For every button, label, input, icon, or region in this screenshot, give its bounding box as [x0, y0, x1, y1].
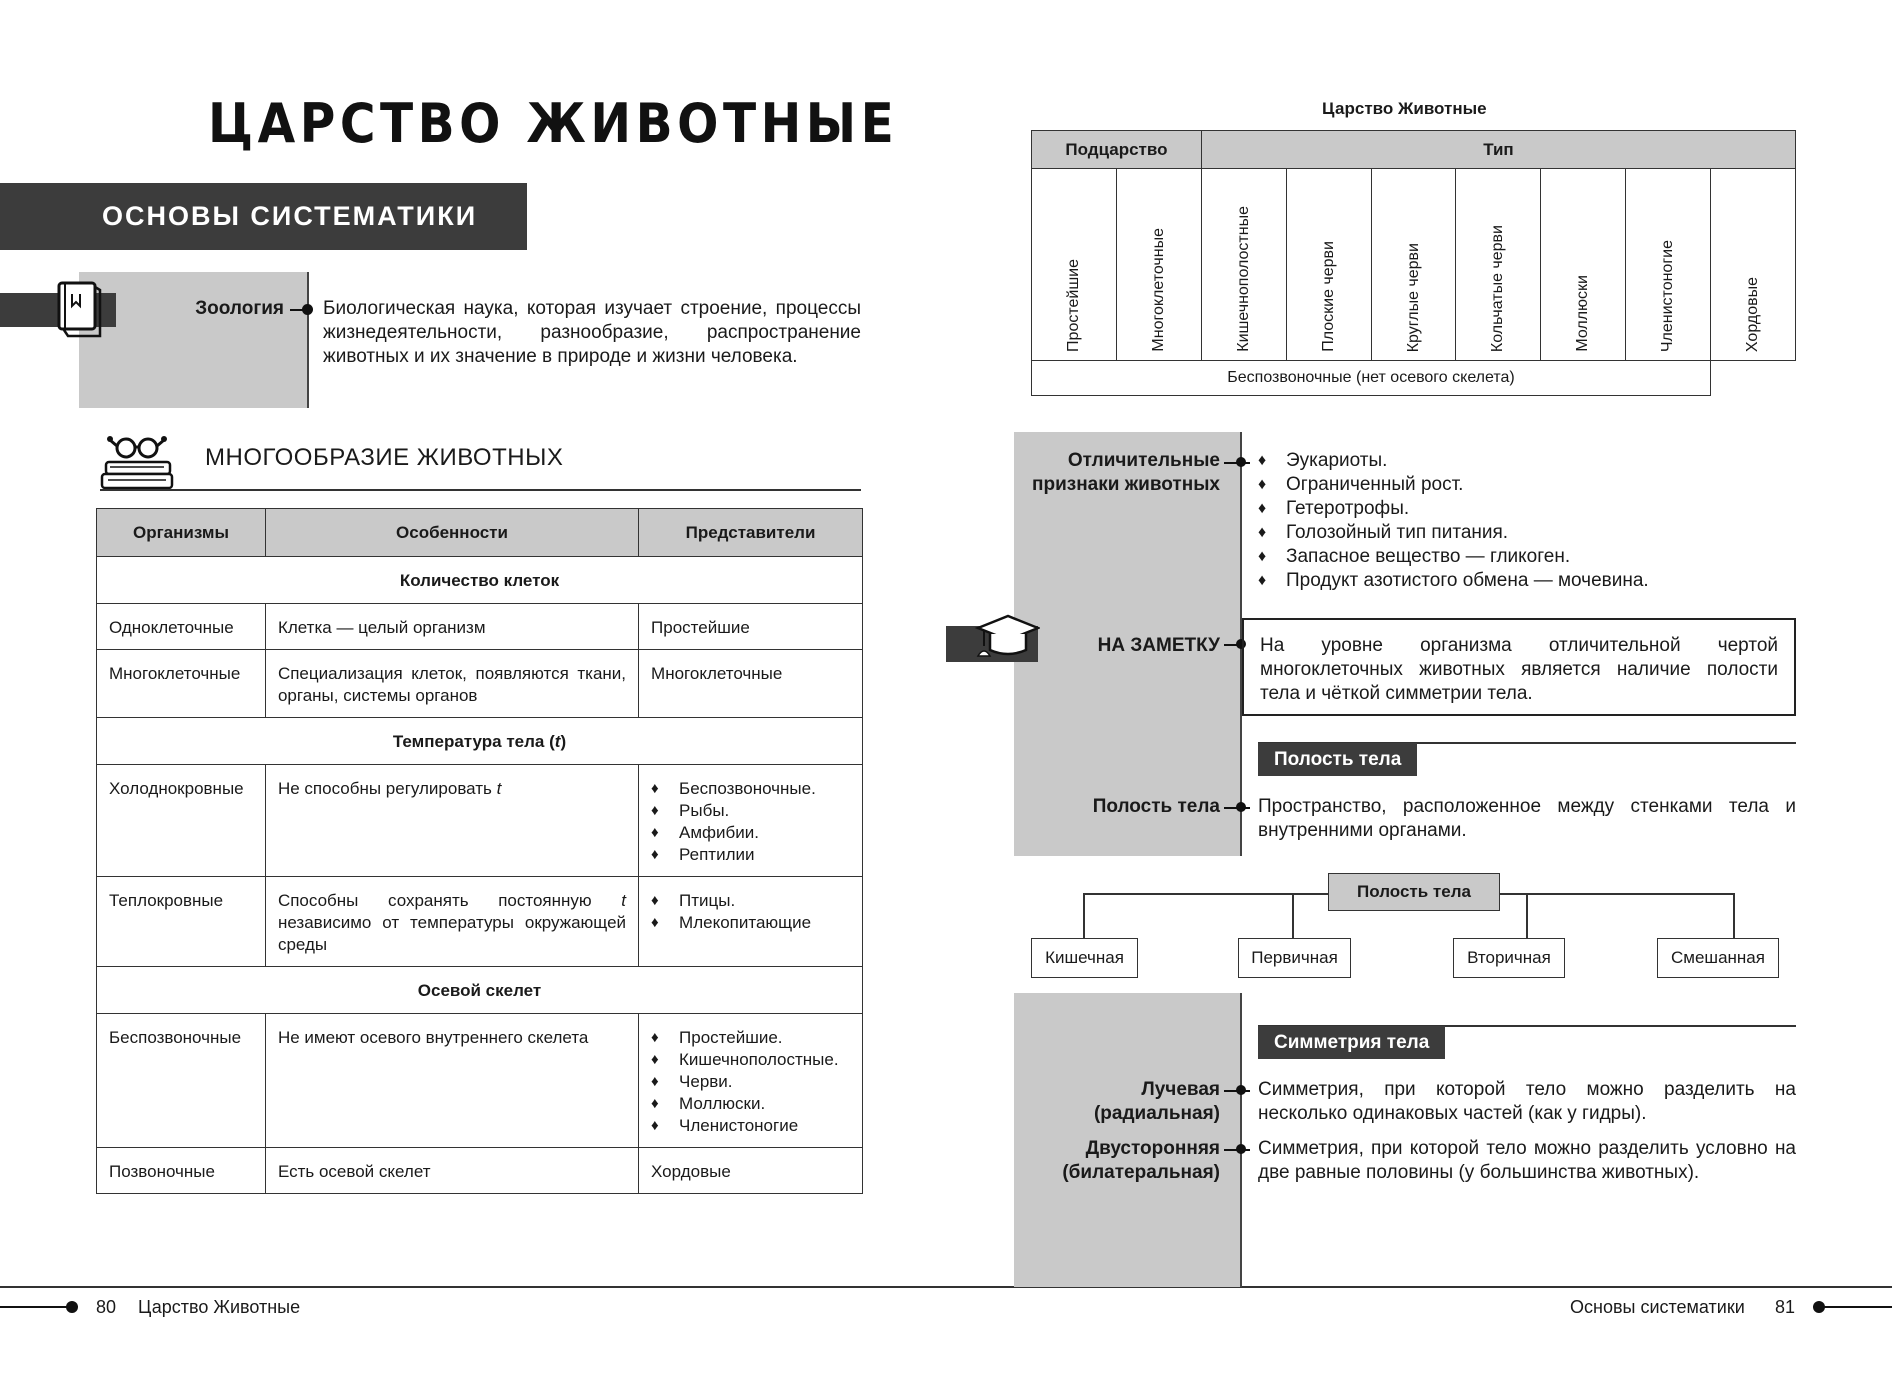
representatives-list	[651, 778, 850, 866]
term-note: НА ЗАМЕТКУ	[1097, 635, 1220, 656]
header-type: Тип	[1201, 131, 1795, 169]
organism-cell: Холоднокровные	[97, 765, 266, 877]
footer-connector	[0, 1306, 68, 1308]
table-row	[97, 765, 863, 877]
feature-cell	[265, 765, 638, 877]
tree-node-intestinal: Кишечная	[1031, 938, 1138, 978]
term-zoology: Зоология	[195, 298, 284, 319]
page-number-right: 81	[1775, 1297, 1796, 1317]
zoology-definition: Биологическая наука, которая изучает строение, процессы жизнедеятельности, разнообразие, распространение животных и их значение в природе и жизни человека.	[323, 298, 861, 367]
taxon-label: Хордовые	[1744, 276, 1762, 352]
group-title-suffix: )	[560, 732, 567, 751]
footer-dot	[66, 1301, 78, 1313]
list-item: ♦ Амфибии.	[651, 822, 850, 844]
header-subkingdom: Подцарство	[1032, 131, 1202, 169]
taxonomy-table	[1031, 130, 1796, 396]
representatives-cell	[639, 877, 863, 967]
graduation-cap-icon	[974, 612, 1040, 662]
table-row	[97, 1148, 863, 1194]
group-title: Количество клеток	[97, 557, 863, 604]
divider	[1240, 993, 1242, 1287]
header-organisms: Организмы	[97, 509, 266, 557]
invertebrates-label: Беспозвоночные (нет осевого скелета)	[1032, 361, 1711, 396]
distinctive-list	[1258, 449, 1649, 593]
invertebrates-row	[1032, 361, 1796, 396]
page-title: ЦАРСТВО ЖИВОТНЫЕ	[208, 92, 899, 155]
taxon-cell	[1286, 169, 1371, 361]
group-row	[97, 967, 863, 1014]
feature-cell: Клетка — целый организм	[265, 604, 638, 650]
tree-node-secondary: Вторичная	[1453, 938, 1565, 978]
tree-node-primary: Первичная	[1238, 938, 1351, 978]
organism-cell: Одноклеточные	[97, 604, 266, 650]
feature-cell: Не имеют осевого внутреннего скелета	[265, 1014, 638, 1148]
taxon-cell	[1116, 169, 1201, 361]
list-item: ♦ Рыбы.	[651, 800, 850, 822]
term-bilateral: Двусторонняя (билатеральная)	[1062, 1138, 1220, 1183]
taxon-label: Простейшие	[1064, 259, 1082, 352]
footer-connector	[1823, 1306, 1892, 1308]
running-title-right: Основы систематики	[1570, 1297, 1745, 1317]
variable-t: t	[554, 732, 561, 751]
table-row	[97, 650, 863, 718]
organism-cell: Теплокровные	[97, 877, 266, 967]
list-item: ♦ Простейшие.	[651, 1027, 850, 1049]
list-item: ♦ Млекопитающие	[651, 912, 850, 934]
taxon-cell	[1456, 169, 1541, 361]
list-item: ♦ Черви.	[651, 1071, 850, 1093]
taxonomy-caption: Царство Животные	[1322, 99, 1487, 118]
taxonomy-header-row	[1032, 131, 1796, 169]
empty-cell	[1711, 361, 1796, 396]
books-glasses-icon	[100, 432, 178, 492]
taxon-label: Плоские черви	[1319, 241, 1337, 352]
feature-text: Не способны регулировать	[277, 779, 492, 798]
list-item: ♦ Рептилии	[651, 844, 850, 866]
variable-t: t	[496, 779, 502, 798]
taxon-label: Круглые черви	[1404, 242, 1422, 352]
list-item: ♦ Гетеротрофы.	[1258, 497, 1649, 521]
section-title: ОСНОВЫ СИСТЕМАТИКИ	[0, 183, 527, 250]
list-item: ♦ Птицы.	[651, 890, 850, 912]
representatives-list	[651, 1027, 850, 1137]
header-representatives: Представители	[639, 509, 863, 557]
representatives-cell	[639, 765, 863, 877]
organism-cell: Позвоночные	[97, 1148, 266, 1194]
representatives-list	[651, 890, 850, 934]
feature-cell: Есть осевой скелет	[265, 1148, 638, 1194]
variable-t: t	[621, 891, 627, 910]
subsection-label: Полость тела	[1258, 743, 1417, 776]
taxon-label: Членистоногие	[1659, 239, 1677, 352]
list-item: ♦ Членистоногие	[651, 1115, 850, 1137]
running-title-left: Царство Животные	[138, 1297, 301, 1317]
representatives-cell: Хордовые	[639, 1148, 863, 1194]
group-row	[97, 557, 863, 604]
taxon-cell	[1032, 169, 1117, 361]
list-item: ♦ Моллюски.	[651, 1093, 850, 1115]
tree-node-mixed: Смешанная	[1657, 938, 1779, 978]
table-row	[97, 1014, 863, 1148]
list-item: ♦ Беспозвоночные.	[651, 778, 850, 800]
term-radial: Лучевая (радиальная)	[1093, 1079, 1220, 1124]
diversity-title: МНОГООБРАЗИЕ ЖИВОТНЫХ	[205, 444, 564, 471]
representatives-cell: Простейшие	[639, 604, 863, 650]
taxon-cell	[1371, 169, 1456, 361]
table-header-row	[97, 509, 863, 557]
table-row	[97, 604, 863, 650]
page-number-left: 80	[96, 1297, 117, 1317]
divider	[307, 272, 309, 408]
taxon-label: Моллюски	[1574, 275, 1592, 352]
taxonomy-columns-row	[1032, 169, 1796, 361]
bullet-dot	[1236, 1144, 1246, 1154]
tree-line	[1292, 893, 1294, 939]
representatives-cell: Многоклеточные	[639, 650, 863, 718]
tree-root: Полость тела	[1328, 873, 1500, 911]
bullet-dot	[1236, 1085, 1246, 1095]
body-cavity-definition: Пространство, расположенное между стенками тела и внутренними органами.	[1258, 796, 1796, 841]
list-item: ♦ Ограниченный рост.	[1258, 473, 1649, 497]
organism-cell: Беспозвоночные	[97, 1014, 266, 1148]
tree-line	[1083, 893, 1085, 939]
term-body-cavity: Полость тела	[1092, 796, 1220, 817]
bullet-dot	[302, 304, 313, 315]
bilateral-definition: Симметрия, при которой тело можно разделить условно на две равные половины (у большинства животных).	[1258, 1138, 1796, 1183]
taxon-cell	[1201, 169, 1286, 361]
radial-definition: Симметрия, при которой тело можно разделить на несколько одинаковых частей (как у гидры).	[1258, 1079, 1796, 1124]
subsection-label: Симметрия тела	[1258, 1026, 1445, 1059]
table-row	[97, 877, 863, 967]
feature-text: независимо от температуры окружающей среды	[277, 913, 627, 954]
group-title	[97, 718, 863, 765]
bullet-dot	[1236, 457, 1246, 467]
title-underline	[100, 489, 861, 491]
taxon-label: Кольчатые черви	[1489, 224, 1507, 352]
tree-line	[1733, 893, 1735, 939]
footer-rule	[0, 1286, 1892, 1288]
feature-cell	[265, 877, 638, 967]
taxon-label: Кишечнополостные	[1234, 206, 1252, 352]
organism-cell: Многоклеточные	[97, 650, 266, 718]
list-item: ♦ Эукариоты.	[1258, 449, 1649, 473]
taxon-label: Многоклеточные	[1149, 228, 1167, 352]
group-row	[97, 718, 863, 765]
taxon-cell	[1541, 169, 1626, 361]
taxon-cell	[1626, 169, 1711, 361]
tree-line	[1526, 893, 1528, 939]
book-icon	[56, 280, 102, 338]
representatives-cell	[639, 1014, 863, 1148]
list-item: ♦ Кишечнополостные.	[651, 1049, 850, 1071]
note-box: На уровне организма отличительной чертой многоклеточных животных является наличие полости тела и чёткой симметрии тела.	[1242, 618, 1796, 716]
group-title: Осевой скелет	[97, 967, 863, 1014]
group-title-prefix: Температура тела (	[392, 732, 555, 751]
feature-text: Способны сохранять постоянную	[277, 891, 592, 910]
organisms-table	[96, 508, 863, 1194]
bullet-dot	[1236, 802, 1246, 812]
header-features: Особенности	[265, 509, 638, 557]
list-item: ♦ Запасное вещество — гликоген.	[1258, 545, 1649, 569]
taxon-cell	[1711, 169, 1796, 361]
feature-cell: Специализация клеток, появляются ткани, органы, системы органов	[265, 650, 638, 718]
list-item: ♦ Голозойный тип питания.	[1258, 521, 1649, 545]
term-distinctive: Отличительные признаки животных	[1031, 450, 1220, 495]
list-item: ♦ Продукт азотистого обмена — мочевина.	[1258, 569, 1649, 593]
